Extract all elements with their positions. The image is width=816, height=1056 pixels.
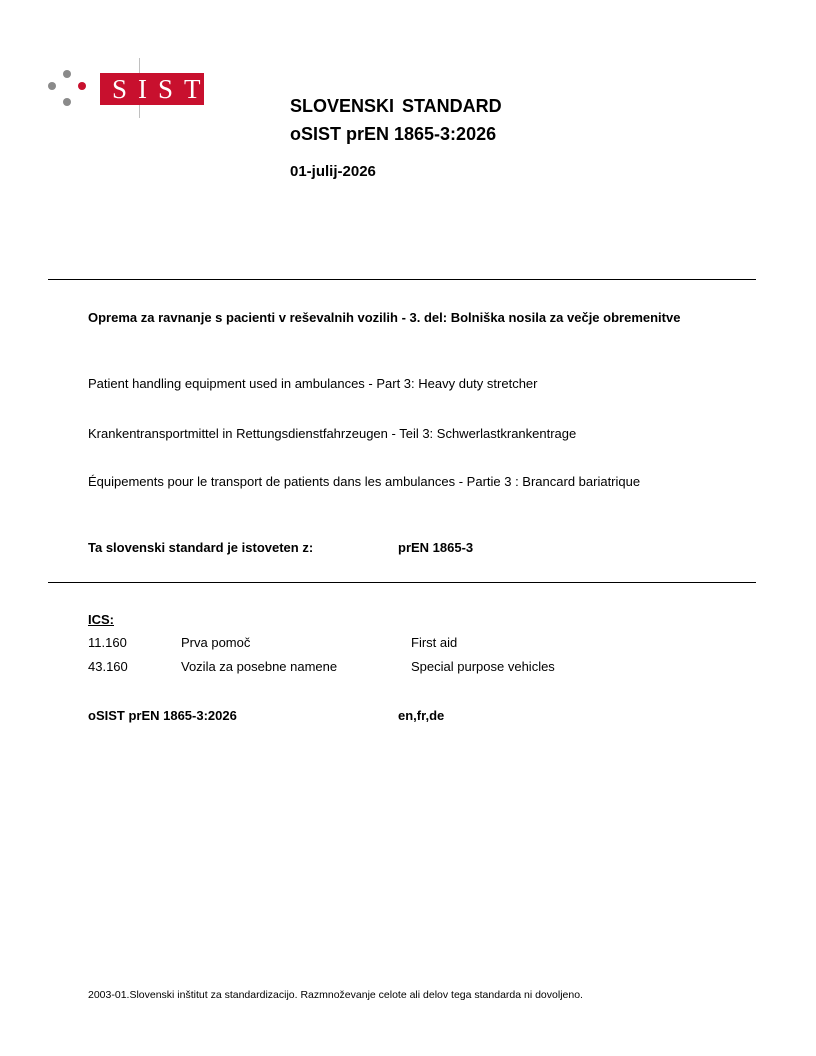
ics-code: 43.160 (88, 659, 128, 674)
ics-row (88, 659, 728, 679)
title-german: Krankentransportmittel in Rettungsdienstfahrzeugen - Teil 3: Schwerlastkrankentrage (88, 426, 577, 441)
standard-code: oSIST prEN 1865-3:2026 (290, 124, 497, 144)
ics-row (88, 635, 728, 655)
identity-value: prEN 1865-3 (398, 540, 474, 555)
ics-description-sl: Prva pomoč (181, 635, 251, 650)
footer-languages: en,fr,de (398, 708, 445, 723)
standard-date: 01-julij-2026 (290, 163, 376, 180)
footer-standard-code: oSIST prEN 1865-3:2026 (88, 708, 237, 723)
ics-description-sl: Vozila za posebne namene (181, 659, 338, 674)
bottom-divider (48, 582, 756, 583)
title-english: Patient handling equipment used in ambulances - Part 3: Heavy duty stretcher (88, 376, 538, 391)
ics-label: ICS: (88, 612, 114, 627)
ics-code: 11.160 (88, 635, 127, 650)
title-french: Équipements pour le transport de patients dans les ambulances - Partie 3 : Brancard bariatrique (88, 474, 641, 489)
ics-description-en: First aid (411, 635, 458, 650)
copyright-notice: 2003-01.Slovenski inštitut za standardizacijo. Razmnoževanje celote ali delov tega standarda ni dovoljeno. (88, 989, 583, 1001)
ics-description-en: Special purpose vehicles (411, 659, 555, 674)
standard-label: SLOVENSKI STANDARD (290, 96, 502, 116)
title-slovenian: Oprema za ravnanje s pacienti v reševalnih vozilih - 3. del: Bolniška nosila za večje obremenitve (88, 310, 681, 325)
sist-logo: SIST (100, 73, 204, 105)
top-divider (48, 279, 756, 280)
identity-label: Ta slovenski standard je istoveten z: (88, 540, 314, 555)
logo-dots-icon (48, 66, 88, 110)
